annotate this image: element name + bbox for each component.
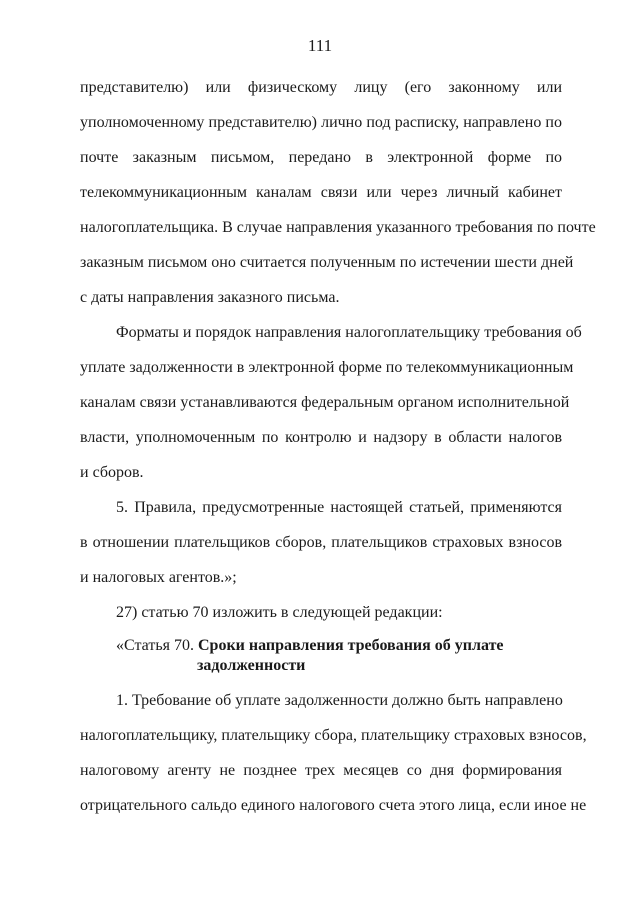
text-line: в отношении плательщиков сборов, плательщиков страховых взносов <box>80 534 562 551</box>
text-line: 27) статью 70 изложить в следующей редакции: <box>116 604 443 621</box>
text-line: 1. Требование об уплате задолженности должно быть направлено <box>116 692 563 709</box>
text-line: уполномоченному представителю) лично под расписку, направлено по <box>80 114 562 131</box>
article-heading-prefix: «Статья 70. <box>116 637 198 654</box>
text-line: заказным письмом оно считается полученным по истечении шести дней <box>80 254 574 271</box>
text-line: отрицательного сальдо единого налогового счета этого лица, если иное не <box>80 797 587 814</box>
text-line: каналам связи устанавливаются федеральным органом исполнительной <box>80 394 570 411</box>
text-line: налогоплательщика. В случае направления указанного требования по почте <box>80 219 596 236</box>
text-line: налогоплательщику, плательщику сбора, плательщику страховых взносов, <box>80 727 587 744</box>
text-line: 5. Правила, предусмотренные настоящей статьей, применяются <box>116 499 562 516</box>
text-line: с даты направления заказного письма. <box>80 289 340 306</box>
text-line: почте заказным письмом, передано в электронной форме по <box>80 149 562 166</box>
article-heading-title: Сроки направления требования об уплате <box>197 637 504 654</box>
text-line: представителю) или физическому лицу (его законному или <box>80 79 562 96</box>
text-line: Форматы и порядок направления налогоплательщику требования об <box>116 324 582 341</box>
text-line: власти, уполномоченным по контролю и надзору в области налогов <box>80 429 562 446</box>
text-line: телекоммуникационным каналам связи или через личный кабинет <box>80 184 562 201</box>
text-line: и налоговых агентов.»; <box>80 569 237 586</box>
text-line: уплате задолженности в электронной форме по телекоммуникационным <box>80 359 574 376</box>
article-heading-title-cont: задолженности <box>197 657 306 674</box>
text-line: и сборов. <box>80 464 144 481</box>
text-line: налоговому агенту не позднее трех месяцев со дня формирования <box>80 762 562 779</box>
article-heading <box>116 636 562 656</box>
page-number: 111 <box>307 36 333 55</box>
